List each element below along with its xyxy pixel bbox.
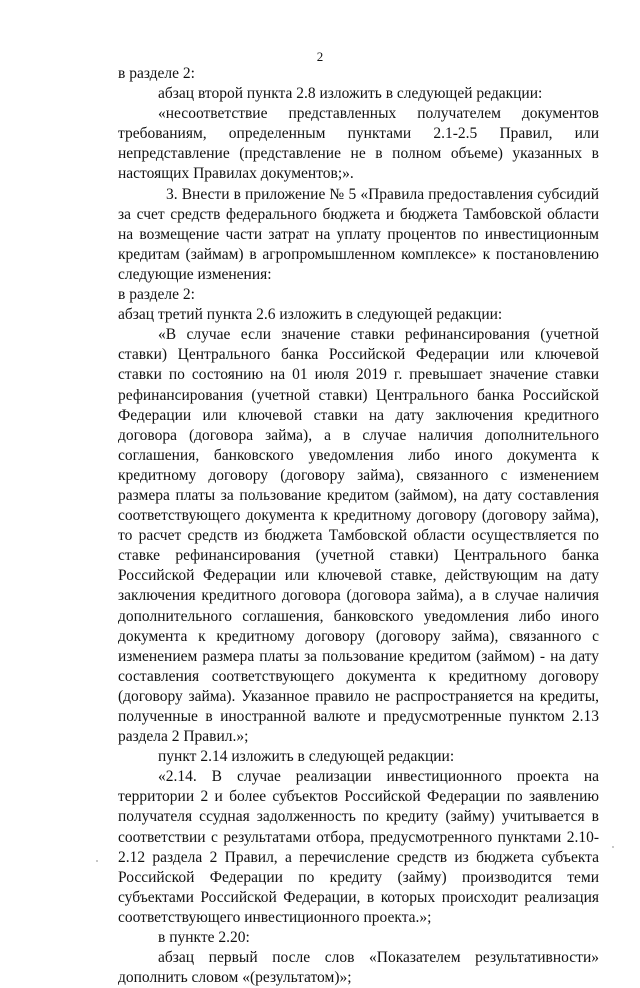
page-number: 2 bbox=[316, 49, 324, 64]
paragraph-2-8-instruction: абзац второй пункта 2.8 изложить в следующей редакции: bbox=[158, 85, 543, 103]
paragraph-2-14-quote: «2.14. В случае реализации инвестиционного проекта на территории 2 и более субъектов Российской Федерации по заявлению получателя ссудная задолженность по кредиту (займу) учитывается в соответствии с результатами отбора, предусмотренного пунктами 2.10-2.12 раздела 2 Правил, а перечисление средств из бюджета субъекта Российской Федерации по кредиту (займу) производится теми субъектами Российской Федерации, в которых происходит реализация соответствующего инвестиционного проекта.»; bbox=[118, 768, 599, 926]
paragraph-2-20-heading: в пункте 2.20: bbox=[158, 929, 250, 947]
paragraph-2-8-quote: «несоответствие представленных получателем документов требованиям, определенным пунктами 2.1-2.5 Правил, или непредставление (представление не в полном объеме) указанных в настоящих Правилах документов;». bbox=[118, 105, 599, 183]
paragraph-section-2-heading-second: в разделе 2: bbox=[118, 286, 195, 304]
document-body bbox=[118, 64, 599, 988]
paragraph-item-3: 3. Внести в приложение № 5 «Правила предоставления субсидий за счет средств федерального бюджета и бюджета Тамбовской области на возмещение части затрат на уплату процентов по инвестиционным кредитам (займам) в агропромышленном комплексе» к постановлению следующие изменения: bbox=[118, 185, 599, 283]
paragraph-section-2-heading: в разделе 2: bbox=[118, 65, 195, 82]
paragraph-2-6-quote: «В случае если значение ставки рефинансирования (учетной ставки) Центрального банка Российской Федерации или ключевой ставки по состоянию на 01 июля 2019 г. превышает значение ставки рефинансирования (учетной ставки) Центрального банка Российской Федерации или ключевой ставки на дату заключения кредитного договора (договора займа), а в случае наличия дополнительного соглашения, банковского уведомления либо иного документа к кредитному договору (договору займа), связанного с изменением размера платы за пользование кредитом (займом), на дату составления соответствующего документа к кредитному договору (договору займа), то расчет средств из бюджета Тамбовской области осуществляется по ставке рефинансирования (учетной ставки) Центрального банка Российской Федерации или ключевой ставке, действующим на дату заключения кредитного договора (договора займа), а в случае наличия дополнительного соглашения, банковского уведомления либо иного документа к кредитному договору (договору займа), связанного с изменением размера платы за пользование кредитом (займом) - на дату составления соответствующего документа к кредитному договору (договору займа). Указанное правило не распространяется на кредиты, полученные в иностранной валюте и предусмотренные пунктом 2.13 раздела 2 Правил.»; bbox=[118, 326, 599, 746]
scan-speck bbox=[612, 846, 614, 848]
paragraph-2-14-instruction: пункт 2.14 изложить в следующей редакции: bbox=[158, 748, 455, 766]
paragraph-2-20-amendment: абзац первый после слов «Показателем результативности» дополнить словом «(результатом)»; bbox=[118, 949, 599, 987]
scan-speck bbox=[96, 860, 98, 862]
paragraph-2-6-instruction: абзац третий пункта 2.6 изложить в следующей редакции: bbox=[118, 306, 503, 324]
